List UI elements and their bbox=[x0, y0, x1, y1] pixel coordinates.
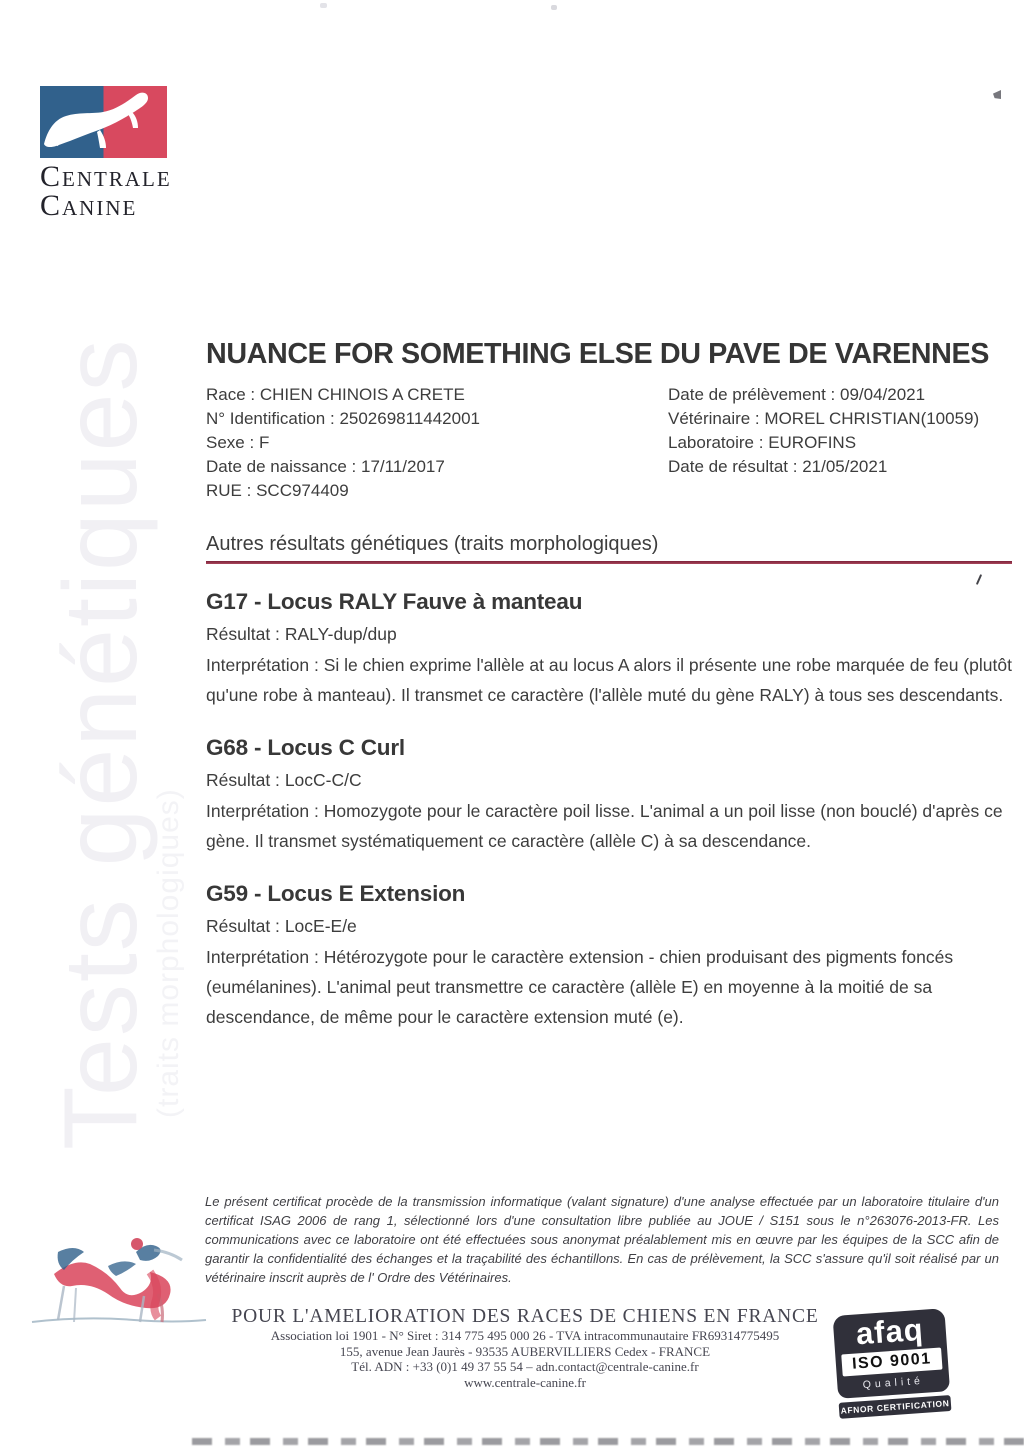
field-label: Date de prélèvement : bbox=[668, 385, 836, 404]
field-value: F bbox=[258, 433, 270, 452]
footer-contact-line: Tél. ADN : +33 (0)1 49 37 55 54 – adn.contact@centrale-canine.fr bbox=[351, 1359, 699, 1374]
field-naissance bbox=[206, 455, 668, 479]
result-value: RALY-dup/dup bbox=[284, 624, 397, 644]
logo-word-canine: Canine bbox=[40, 189, 138, 222]
section-title: Autres résultats génétiques (traits morphologiques) bbox=[206, 533, 659, 555]
field-value: CHIEN CHINOIS A CRETE bbox=[259, 385, 465, 404]
footer-website: www.centrale-canine.fr bbox=[464, 1374, 586, 1390]
watermark-text: Tests génétiques bbox=[43, 337, 159, 1150]
interpretation-paragraph bbox=[206, 796, 1012, 856]
scan-speck bbox=[551, 5, 557, 10]
watercolor-dog-icon bbox=[24, 1230, 216, 1338]
footer-org-name: POUR L'AMELIORATION DES RACES DE CHIENS EN FRANCE bbox=[231, 1306, 819, 1327]
field-value: 21/05/2021 bbox=[802, 457, 888, 476]
watermark-subtext: (traits morphologiques) bbox=[152, 788, 185, 1118]
result-block-g68 bbox=[206, 735, 1012, 856]
identity-info-right bbox=[668, 383, 1012, 503]
afaq-brand: afaq bbox=[854, 1311, 925, 1352]
afaq-badge-box bbox=[833, 1308, 951, 1399]
field-value: EUROFINS bbox=[768, 433, 857, 452]
identity-info bbox=[206, 383, 1012, 503]
certificate-body bbox=[206, 338, 1012, 1032]
field-label: Date de naissance : bbox=[206, 457, 357, 476]
result-block-g17 bbox=[206, 589, 1012, 710]
interpretation-text: Si le chien exprime l'allèle at au locus A alors il présente une robe marquée de feu (plutôt qu'une robe à manteau). Il transmet ce caractère (l'allèle muté du gène RALY) à tous ses descendants. bbox=[206, 655, 1012, 705]
footer bbox=[200, 1306, 850, 1390]
result-label: Résultat : bbox=[206, 624, 280, 644]
result-line bbox=[206, 768, 1012, 793]
scan-artifact-band bbox=[192, 1438, 1024, 1445]
footer-address-line: 155, avenue Jean Jaurès - 93535 AUBERVILLIERS Cedex - FRANCE bbox=[339, 1343, 711, 1359]
iso-9001-label: ISO 9001 bbox=[841, 1348, 942, 1377]
afaq-iso9001-badge bbox=[833, 1308, 952, 1419]
centrale-canine-logo bbox=[40, 86, 175, 220]
interpretation-paragraph bbox=[206, 942, 1012, 1032]
field-label: Sexe : bbox=[206, 433, 255, 452]
interpretation-label: Interprétation : bbox=[206, 801, 319, 821]
interpretation-paragraph bbox=[206, 650, 1012, 710]
dog-name-title: NUANCE FOR SOMETHING ELSE DU PAVE DE VARENNES bbox=[206, 338, 989, 370]
field-resultat-date bbox=[668, 455, 1012, 479]
field-value: 17/11/2017 bbox=[361, 457, 445, 476]
result-line bbox=[206, 622, 1012, 647]
field-label: Date de résultat : bbox=[668, 457, 798, 476]
field-value: 09/04/2021 bbox=[840, 385, 926, 404]
interpretation-label: Interprétation : bbox=[206, 947, 319, 967]
field-laboratoire bbox=[668, 431, 1012, 455]
field-value: SCC974409 bbox=[256, 481, 349, 500]
field-value: 250269811442001 bbox=[339, 409, 480, 428]
result-value: LocC-C/C bbox=[284, 770, 362, 790]
result-line bbox=[206, 914, 1012, 939]
field-label: Race : bbox=[206, 385, 256, 404]
logo-word-centrale: Centrale bbox=[40, 160, 172, 193]
field-sexe bbox=[206, 431, 668, 455]
identity-info-left bbox=[206, 383, 668, 503]
field-label: Laboratoire : bbox=[668, 433, 764, 452]
field-identification bbox=[206, 407, 668, 431]
result-value: LocE-E/e bbox=[284, 916, 357, 936]
qualite-label: Qualité bbox=[862, 1374, 925, 1392]
scan-speck bbox=[993, 90, 1001, 99]
footer-siret-line: Association loi 1901 - N° Siret : 314 775 495 000 26 - TVA intracommunautaire FR69314775495 bbox=[270, 1328, 780, 1343]
field-label: RUE : bbox=[206, 481, 252, 500]
field-prelevement bbox=[668, 383, 1012, 407]
result-heading: G59 - Locus E Extension bbox=[206, 881, 466, 906]
legal-disclaimer: Le présent certificat procède de la transmission informatique (valant signature) d'une analyse effectuée par un laboratoire titulaire d'un certificat ISAG 2006 de rang 1, sélectionné lors d'une consultation libre publiée au JOUE / S151 sous le n°263076-2013-FR. Les communications avec ce laboratoire ont été effectuées sous anonymat préalablement mis en œuvre par les équipes de la SCC afin de garantir la confidentialité des échanges et la traçabilité des échantillons. En cas de prélèvement, la SCC s'assure qu'il soit réalisé par un vétérinaire inscrit auprès de l' Ordre des Vétérinaires. bbox=[205, 1194, 999, 1285]
result-heading: G17 - Locus RALY Fauve à manteau bbox=[206, 589, 583, 614]
result-label: Résultat : bbox=[206, 770, 280, 790]
afnor-certification-strip: AFNOR CERTIFICATION bbox=[839, 1395, 952, 1419]
field-label: N° Identification : bbox=[206, 409, 335, 428]
result-heading: G68 - Locus C Curl bbox=[206, 735, 405, 760]
interpretation-text: Homozygote pour le caractère poil lisse. L'animal a un poil lisse (non bouclé) d'après ce gène. Il transmet systématiquement ce caractère (allèle C) à sa descendance. bbox=[206, 801, 1003, 851]
field-rue bbox=[206, 479, 668, 503]
interpretation-text: Hétérozygote pour le caractère extension - chien produisant des pigments foncés (eumélanines). L'animal peut transmettre ce caractère (allèle E) en moyenne à la moitié de sa descendance, de même pour le caractère extension muté (e). bbox=[206, 947, 954, 1027]
interpretation-label: Interprétation : bbox=[206, 655, 319, 675]
section-divider bbox=[206, 561, 1012, 564]
scan-speck bbox=[320, 3, 327, 8]
field-label: Vétérinaire : bbox=[668, 409, 760, 428]
field-value: MOREL CHRISTIAN(10059) bbox=[764, 409, 980, 428]
leaping-dog-logo-icon bbox=[40, 86, 175, 158]
field-veterinaire bbox=[668, 407, 1012, 431]
field-race bbox=[206, 383, 668, 407]
result-label: Résultat : bbox=[206, 916, 280, 936]
result-block-g59 bbox=[206, 881, 1012, 1032]
